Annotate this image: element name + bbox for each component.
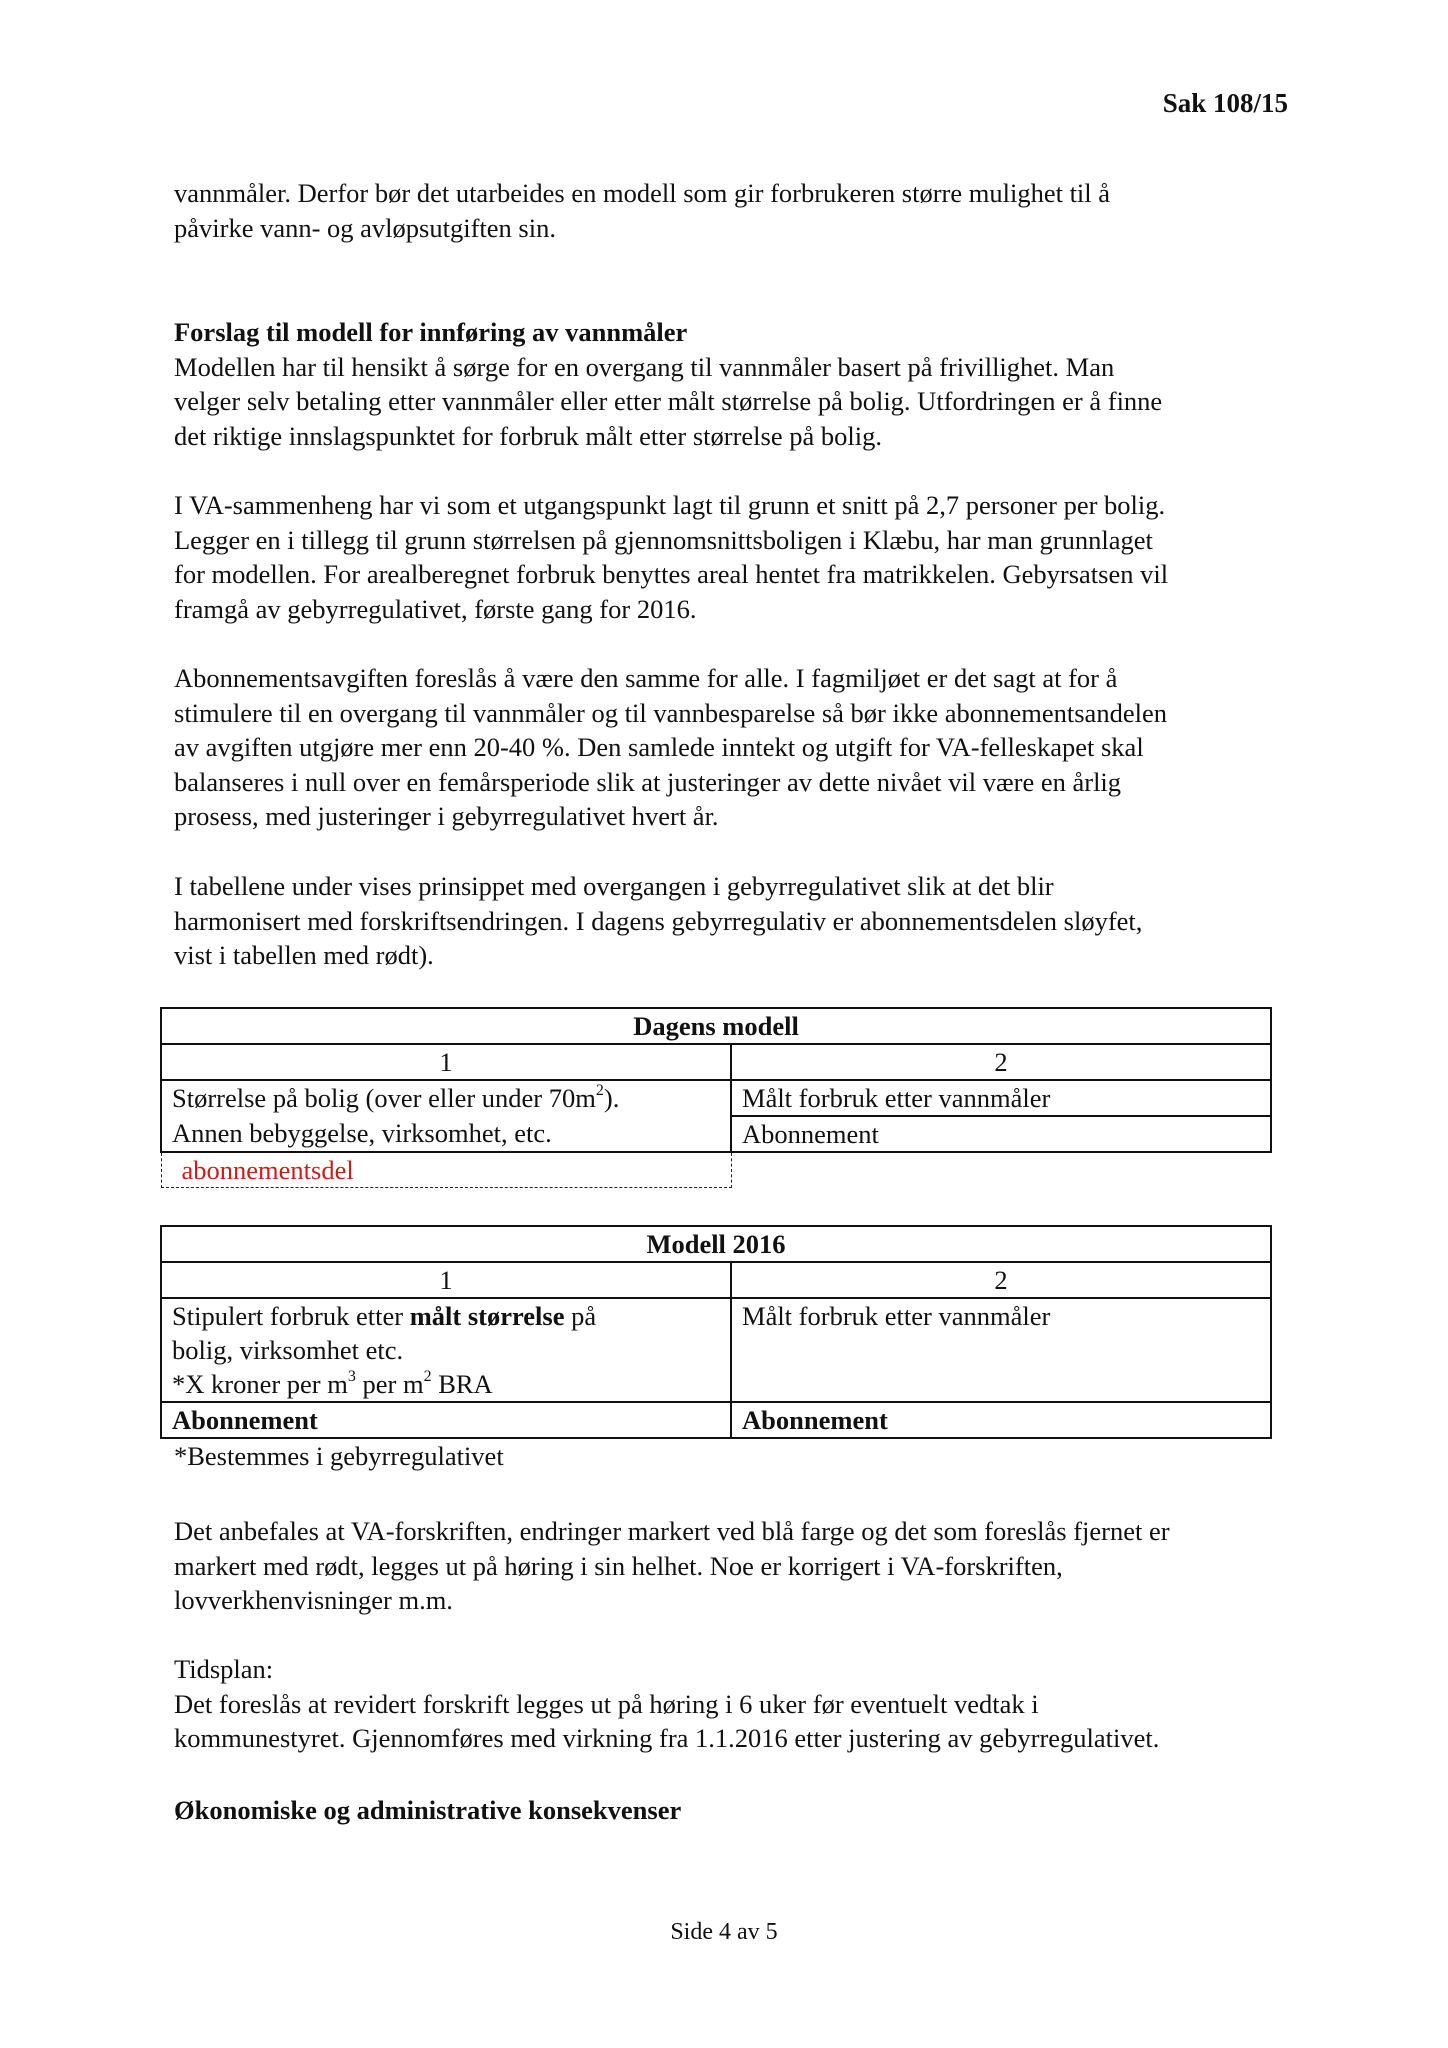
cell-text: ).	[603, 1083, 620, 1113]
cell-line: bolig, virksomhet etc.	[172, 1335, 404, 1365]
text-line: Det anbefales at VA-forskriften, endringer markert ved blå farge og det som foreslås fjernet er	[174, 1516, 1170, 1546]
text-line: vannmåler. Derfor bør det utarbeides en modell som gir forbrukeren større mulighet til å	[174, 178, 1111, 208]
text-line: balanseres i null over en femårsperiode slik at justeringer av dette nivået vil være en årlig	[174, 766, 1122, 797]
cell-text: på	[564, 1301, 597, 1331]
intro-paragraph	[174, 176, 1294, 245]
case-number: Sak 108/15	[1162, 88, 1288, 118]
column-number: 1	[161, 1262, 731, 1298]
text-line: I tabellene under vises prinsippet med overgangen i gebyrregulativet slik at det blir	[174, 871, 1054, 901]
cell-text: Stipulert forbruk etter	[172, 1301, 410, 1331]
text-line: prosess, med justeringer i gebyrregulativet hvert år.	[174, 801, 719, 832]
table-cell: Abonnement	[161, 1402, 731, 1438]
text-line: det riktige innslagspunktet for forbruk målt etter størrelse på bolig.	[174, 420, 882, 451]
paragraph	[174, 1514, 1294, 1618]
text-line: I VA-sammenheng har vi som et utgangspunkt lagt til grunn et snitt på 2,7 personer per bolig.	[174, 490, 1166, 520]
table-modell-2016	[160, 1225, 1272, 1439]
page-number: Side 4 av 5	[670, 1919, 778, 1945]
column-number: 2	[731, 1044, 1271, 1080]
cell-text: BRA	[431, 1369, 493, 1399]
table-cell	[161, 1298, 731, 1402]
cell-line	[172, 1299, 720, 1333]
text-line: Det foreslås at revidert forskrift legges ut på høring i 6 uker før eventuelt vedtak i	[174, 1688, 1039, 1719]
text-line: lovverkhenvisninger m.m.	[174, 1585, 453, 1616]
superscript: 2	[423, 1368, 432, 1386]
table-cell: Abonnement	[731, 1116, 1271, 1152]
cell-text: *X kroner per m	[172, 1369, 348, 1399]
column-number: 2	[731, 1262, 1271, 1298]
paragraph	[174, 350, 1294, 454]
text-line: framgå av gebyrregulativet, første gang for 2016.	[174, 593, 697, 624]
section-heading: Forslag til modell for innføring av vannmåler	[174, 317, 688, 347]
text-line: velger selv betaling etter vannmåler eller etter målt størrelse på bolig. Utfordringen er å finne	[174, 386, 1163, 417]
cell-line	[172, 1367, 720, 1401]
table-title: Dagens modell	[161, 1008, 1271, 1044]
text-line: for modellen. For arealberegnet forbruk benyttes areal hentet fra matrikkelen. Gebyrsatsen vil	[174, 559, 1169, 590]
text-line: påvirke vann- og avløpsutgiften sin.	[174, 212, 556, 243]
table-footnote: *Bestemmes i gebyrregulativet	[174, 1441, 504, 1471]
text-line: av avgiften utgjøre mer enn 20-40 %. Den samlede inntekt og utgift for VA-felleskapet skal	[174, 732, 1144, 763]
table-cell: Abonnement	[731, 1402, 1271, 1438]
table-cell	[161, 1080, 731, 1116]
text-line: kommunestyret. Gjennomføres med virkning fra 1.1.2016 etter justering av gebyrregulativet.	[174, 1723, 1160, 1754]
cell-text: Størrelse på bolig (over eller under 70m	[172, 1083, 596, 1113]
paragraph-tidsplan	[174, 1652, 1294, 1756]
text-line: Tidsplan:	[174, 1654, 274, 1684]
table-cell-empty	[731, 1152, 1271, 1188]
text-line: Modellen har til hensikt å sørge for en overgang til vannmåler basert på frivillighet. Man	[174, 351, 1115, 382]
text-line: markert med rødt, legges ut på høring i sin helhet. Noe er korrigert i VA-forskriften,	[174, 1550, 1063, 1581]
superscript: 2	[595, 1082, 604, 1100]
section-model	[174, 315, 1294, 453]
table-cell-removed: abonnementsdel	[161, 1152, 731, 1188]
paragraph	[174, 869, 1294, 973]
table-dagens-modell	[160, 1007, 1272, 1188]
text-line: stimulere til en overgang til vannmåler og til vannbesparelse så bør ikke abonnementsandelen	[174, 697, 1167, 728]
text-line: harmonisert med forskriftsendringen. I dagens gebyrregulativ er abonnementsdelen sløyfet,	[174, 905, 1143, 936]
text-line: Legger en i tillegg til grunn størrelsen på gjennomsnittsboligen i Klæbu, har man grunnlaget	[174, 524, 1153, 555]
table-title: Modell 2016	[161, 1226, 1271, 1262]
superscript: 3	[347, 1368, 356, 1386]
paragraph	[174, 488, 1294, 626]
paragraph	[174, 661, 1294, 834]
cell-text-bold: målt størrelse	[409, 1301, 565, 1331]
table-cell: Målt forbruk etter vannmåler	[731, 1298, 1271, 1402]
cell-text: per m	[355, 1369, 424, 1399]
text-line: vist i tabellen med rødt).	[174, 940, 434, 971]
section-heading: Økonomiske og administrative konsekvenser	[174, 1795, 682, 1825]
table-cell: Annen bebyggelse, virksomhet, etc.	[161, 1116, 731, 1152]
column-number: 1	[161, 1044, 731, 1080]
table-cell: Målt forbruk etter vannmåler	[731, 1080, 1271, 1116]
text-line: Abonnementsavgiften foreslås å være den samme for alle. I fagmiljøet er det sagt at for å	[174, 663, 1118, 693]
